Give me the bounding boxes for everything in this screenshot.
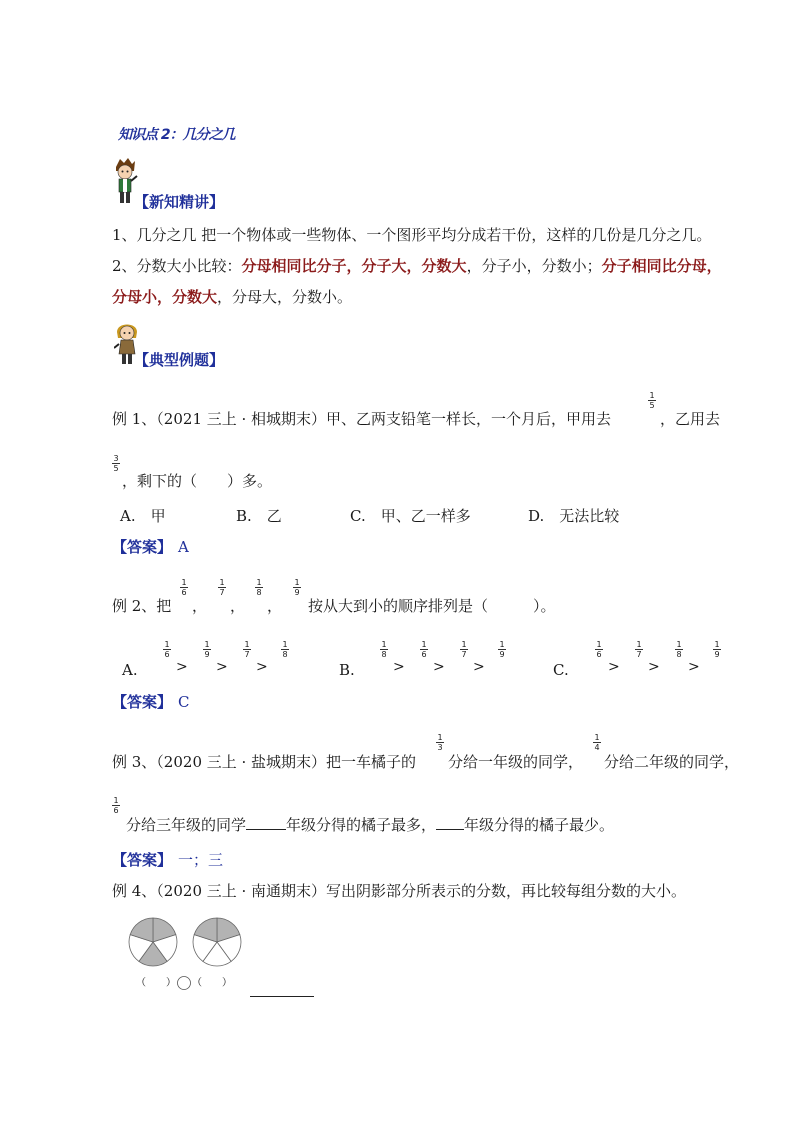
ex2-option-a-fraction-3 bbox=[243, 641, 251, 658]
fraction-denominator: 8 bbox=[256, 588, 262, 597]
fraction-numerator: 1 bbox=[381, 640, 387, 649]
ex3-fraction-a bbox=[436, 734, 444, 751]
fraction-denominator: 5 bbox=[113, 464, 119, 473]
fraction-denominator: 5 bbox=[649, 401, 655, 410]
ex4-blank-left[interactable]: （ ） bbox=[136, 977, 176, 989]
ex2-prefix: 例 2、把 bbox=[112, 597, 172, 615]
fraction-denominator: 9 bbox=[499, 650, 505, 659]
fraction-denominator: 9 bbox=[204, 650, 210, 659]
fill-blank-2[interactable] bbox=[436, 815, 464, 830]
ex2-fraction-3 bbox=[255, 579, 263, 596]
fraction-denominator: 7 bbox=[461, 650, 467, 659]
fraction-denominator: 7 bbox=[244, 650, 250, 659]
ex2-option-a-fraction-4 bbox=[281, 641, 289, 658]
ex3-answer bbox=[112, 850, 223, 870]
fraction-denominator: 6 bbox=[421, 650, 427, 659]
ex4-text: 例 4、（2020 三上 · 南通期末）写出阴影部分所表示的分数，再比较每组分数的大小。 bbox=[112, 882, 687, 900]
greater-than-sign: > bbox=[393, 659, 405, 675]
knowledge-line-3 bbox=[112, 287, 352, 307]
answer-value: 一；三 bbox=[178, 851, 224, 869]
ex2-option-b-fraction-2 bbox=[420, 641, 428, 658]
ex1-option-c: C. 甲、乙一样多 bbox=[350, 507, 471, 525]
fraction-denominator: 8 bbox=[676, 650, 682, 659]
fraction-denominator: 6 bbox=[164, 650, 170, 659]
fraction-numerator: 1 bbox=[204, 640, 210, 649]
answer-label: 【答案】 bbox=[112, 851, 173, 869]
ex2-comma: ， bbox=[267, 597, 283, 615]
ex2-option-b-fraction-1 bbox=[380, 641, 388, 658]
ex3-text: 年级分得的橘子最少。 bbox=[464, 816, 615, 834]
ex1-line-1a: 例 1、（2021 三上 · 相城期末）甲、乙两支铅笔一样长，一个月后，甲用去 bbox=[112, 410, 612, 428]
ex1-option-a: A. 甲 bbox=[120, 507, 166, 525]
ex2-option-a-label: A. bbox=[122, 661, 138, 679]
greater-than-sign: > bbox=[216, 659, 228, 675]
ex2-fraction-4 bbox=[293, 579, 301, 596]
knowledge-text: ，分母大，分数小。 bbox=[217, 288, 353, 306]
fraction-numerator: 1 bbox=[636, 640, 642, 649]
new-knowledge-title: 【新知精讲】 bbox=[134, 193, 225, 211]
fraction-denominator: 7 bbox=[219, 588, 225, 597]
pie-chart-shaded-icon bbox=[128, 917, 248, 969]
fraction-numerator: 1 bbox=[499, 640, 505, 649]
knowledge-rule-denominator-cont: 分母小，分数大 bbox=[112, 288, 218, 306]
knowledge-line-2 bbox=[112, 256, 722, 276]
fraction-numerator: 1 bbox=[294, 578, 300, 587]
ex2-option-c-fraction-2 bbox=[635, 641, 643, 658]
fraction-numerator: 1 bbox=[113, 796, 119, 805]
ex3-fraction-c bbox=[112, 797, 120, 814]
ex2-answer bbox=[112, 692, 190, 712]
ex2-option-c-fraction-4 bbox=[713, 641, 721, 658]
ex3-line-2 bbox=[126, 815, 614, 835]
ex2-option-a-fraction-2 bbox=[203, 641, 211, 658]
fraction-denominator: 8 bbox=[381, 650, 387, 659]
fraction-numerator: 1 bbox=[256, 578, 262, 587]
ex2-option-c-label: C. bbox=[553, 661, 569, 679]
ex1-answer bbox=[112, 537, 189, 557]
fraction-numerator: 1 bbox=[164, 640, 170, 649]
knowledge-line-1: 1、几分之几 把一个物体或一些物体、一个图形平均分成若干份，这样的几份是几分之几。 bbox=[112, 226, 712, 244]
fraction-numerator: 1 bbox=[181, 578, 187, 587]
knowledge-rule-denominator: 分子相同比分母， bbox=[601, 257, 722, 275]
fraction-numerator: 1 bbox=[421, 640, 427, 649]
ex3-fraction-b bbox=[593, 734, 601, 751]
ex4-blank-right[interactable]: （ ） bbox=[192, 977, 232, 989]
ex4-answer-line[interactable] bbox=[250, 996, 314, 997]
ex1-option-b: B. 乙 bbox=[236, 507, 282, 525]
ex2-comma: ， bbox=[192, 597, 208, 615]
ex2-fraction-1 bbox=[180, 579, 188, 596]
fraction-denominator: 9 bbox=[294, 588, 300, 597]
ex4-answer-blanks bbox=[136, 976, 232, 990]
answer-value: A bbox=[178, 538, 189, 556]
fraction-numerator: 1 bbox=[676, 640, 682, 649]
ex1-line-1b: ，乙用去 bbox=[660, 410, 721, 428]
greater-than-sign: > bbox=[648, 659, 660, 675]
answer-value: C bbox=[178, 693, 190, 711]
fraction-denominator: 9 bbox=[714, 650, 720, 659]
ex2-fraction-2 bbox=[218, 579, 226, 596]
fraction-numerator: 1 bbox=[594, 733, 600, 742]
fraction-numerator: 1 bbox=[596, 640, 602, 649]
ex1-line-2: ，剩下的（ ）多。 bbox=[122, 472, 273, 490]
ex2-suffix: 按从大到小的顺序排列是（ ）。 bbox=[308, 597, 556, 615]
ex2-option-a-fraction-1 bbox=[163, 641, 171, 658]
section-heading: 知识点 2：几分之几 bbox=[118, 127, 235, 143]
knowledge-text: ，分子小，分数小； bbox=[466, 257, 602, 275]
fraction-numerator: 1 bbox=[219, 578, 225, 587]
fraction-denominator: 6 bbox=[596, 650, 602, 659]
ex2-option-b-fraction-3 bbox=[460, 641, 468, 658]
fraction-denominator: 4 bbox=[594, 743, 600, 752]
ex2-option-b-label: B. bbox=[339, 661, 355, 679]
greater-than-sign: > bbox=[608, 659, 620, 675]
fraction-numerator: 1 bbox=[282, 640, 288, 649]
ex1-fraction-a bbox=[648, 392, 656, 409]
ex3-part-2: 分给一年级的同学， bbox=[448, 753, 584, 771]
ex2-option-c-fraction-3 bbox=[675, 641, 683, 658]
fraction-numerator: 3 bbox=[113, 454, 119, 463]
greater-than-sign: > bbox=[433, 659, 445, 675]
fill-blank-1[interactable] bbox=[246, 815, 286, 830]
ex2-comma: ， bbox=[230, 597, 246, 615]
fraction-numerator: 1 bbox=[461, 640, 467, 649]
compare-circle-icon[interactable] bbox=[176, 976, 192, 990]
greater-than-sign: > bbox=[176, 659, 188, 675]
fraction-denominator: 6 bbox=[181, 588, 187, 597]
ex1-option-d: D. 无法比较 bbox=[528, 507, 620, 525]
greater-than-sign: > bbox=[473, 659, 485, 675]
ex2-option-b-fraction-4 bbox=[498, 641, 506, 658]
fraction-numerator: 1 bbox=[649, 391, 655, 400]
fraction-denominator: 3 bbox=[437, 743, 443, 752]
ex3-part-3: 分给二年级的同学， bbox=[604, 753, 740, 771]
answer-label: 【答案】 bbox=[112, 693, 173, 711]
fraction-numerator: 1 bbox=[437, 733, 443, 742]
greater-than-sign: > bbox=[688, 659, 700, 675]
ex3-text: 年级分得的橘子最多， bbox=[286, 816, 437, 834]
fraction-numerator: 1 bbox=[244, 640, 250, 649]
knowledge-text: 2、分数大小比较： bbox=[112, 257, 242, 275]
greater-than-sign: > bbox=[256, 659, 268, 675]
examples-title: 【典型例题】 bbox=[134, 351, 225, 369]
ex1-fraction-b bbox=[112, 455, 120, 472]
fraction-denominator: 8 bbox=[282, 650, 288, 659]
ex3-text: 分给三年级的同学 bbox=[126, 816, 247, 834]
fraction-denominator: 6 bbox=[113, 806, 119, 815]
fraction-denominator: 7 bbox=[636, 650, 642, 659]
fraction-numerator: 1 bbox=[714, 640, 720, 649]
answer-label: 【答案】 bbox=[112, 538, 173, 556]
ex2-option-c-fraction-1 bbox=[595, 641, 603, 658]
knowledge-rule-numerator: 分母相同比分子，分子大，分数大 bbox=[241, 257, 467, 275]
ex3-part-1: 例 3、（2020 三上 · 盐城期末）把一车橘子的 bbox=[112, 753, 417, 771]
